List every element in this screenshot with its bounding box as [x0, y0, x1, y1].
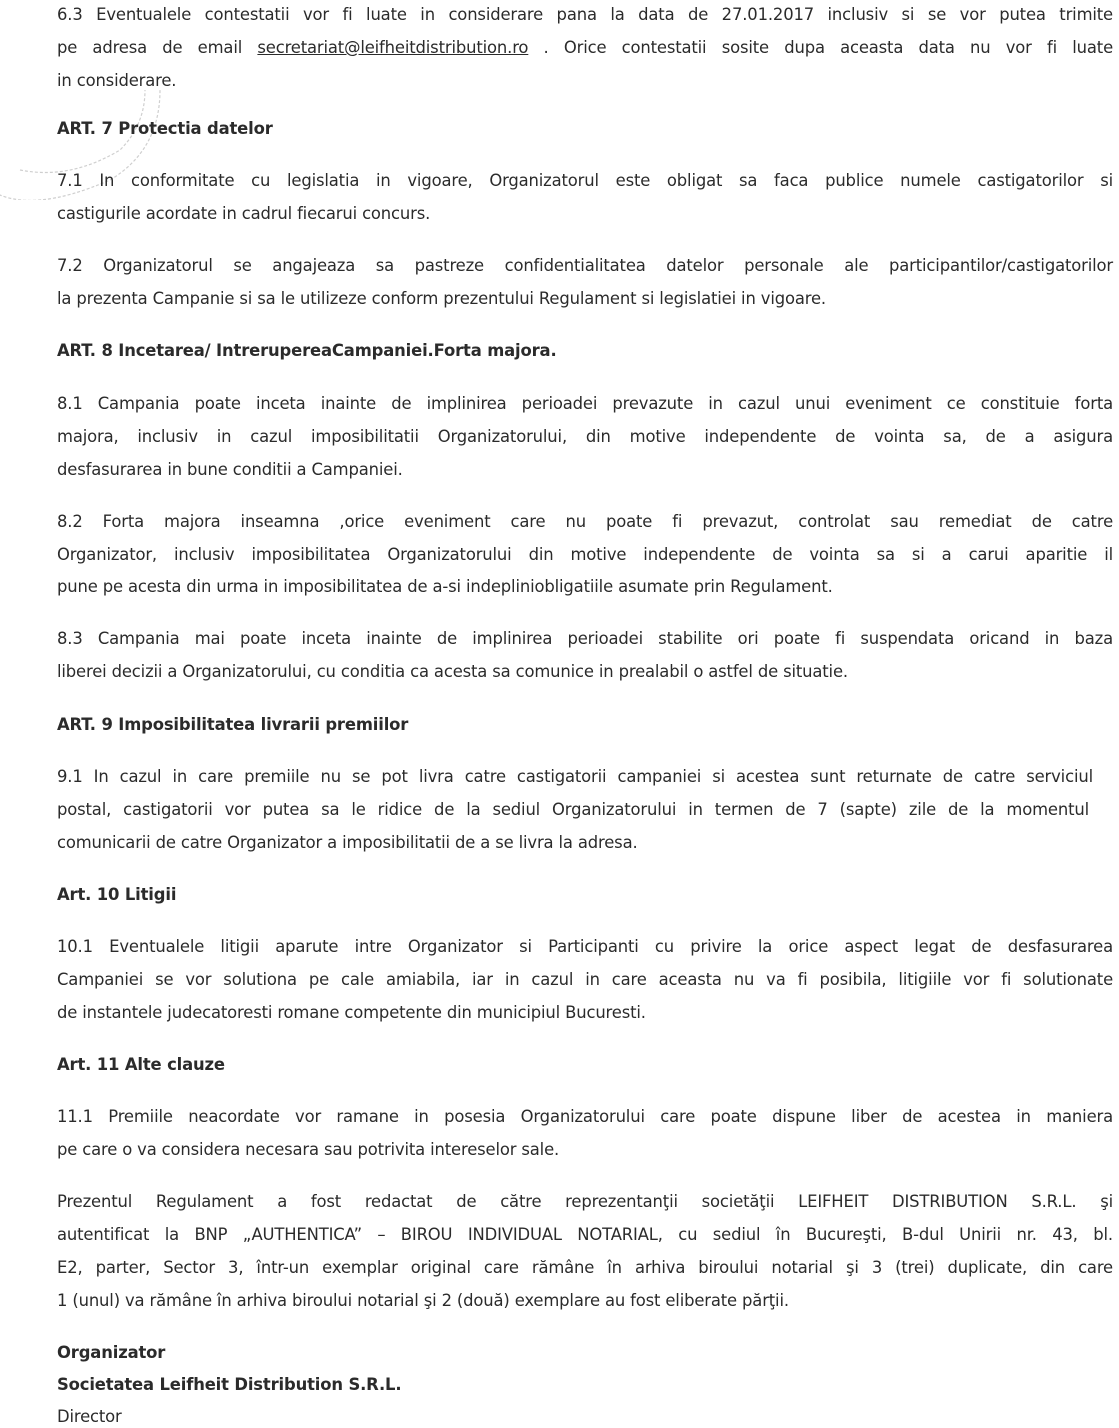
paragraph-line: 8.2 Forta majora inseamna ,orice eveniment care nu poate fi prevazut, controlat sau remediat de catre [57, 512, 1113, 531]
paragraph-line: 1 (unul) va rămâne în arhiva biroului notarial şi 2 (două) exemplare au fost eliberate părţii. [57, 1291, 789, 1310]
paragraph-line: pe care o va considera necesara sau potrivita intereselor sale. [57, 1140, 560, 1159]
paragraph-line: E2, parter, Sector 3, într-un exemplar original care rămâne în arhiva biroului notarial şi 3 (trei) duplicate, din care [57, 1258, 1113, 1277]
signature-company: Societatea Leifheit Distribution S.R.L. [57, 1375, 402, 1394]
paragraph-line: liberei decizii a Organizatorului, cu conditia ca acesta sa comunice in prealabil o astfel de situatie. [57, 662, 848, 681]
paragraph-line: 11.1 Premiile neacordate vor ramane in posesia Organizatorului care poate dispune liber de acestea in maniera [57, 1107, 1113, 1126]
paragraph-line: 8.3 Campania mai poate inceta inainte de implinirea perioadei stabilite ori poate fi suspendata oricand in baza [57, 629, 1113, 648]
heading-text: Art. 10 Litigii [57, 885, 177, 904]
paragraph-line: 6.3 Eventualele contestatii vor fi luate in considerare pana la data de 27.01.2017 inclusiv si se vor putea trimite [57, 5, 1113, 24]
paragraph-line: Campaniei se vor solutiona pe cale amiabila, iar in cazul in care aceasta nu va fi posibila, litigiile vor fi solutionate [57, 970, 1113, 989]
paragraph-line: 8.1 Campania poate inceta inainte de implinirea perioadei prevazute in cazul unui eveniment ce constituie forta [57, 394, 1113, 413]
email-link[interactable]: secretariat@leifheitdistribution.ro [257, 38, 529, 57]
section-heading: ART. 9 Imposibilitatea livrarii premiilor [57, 715, 409, 734]
section-heading: ART. 7 Protectia datelor [57, 119, 273, 138]
paragraph-line: Prezentul Regulament a fost redactat de către reprezentanţii societăţii LEIFHEIT DISTRIBUTION S.R.L. şi [57, 1192, 1113, 1211]
paragraph-line [57, 37, 1113, 59]
paragraph-line: 9.1 In cazul in care premiile nu se pot livra catre castigatorii campaniei si acestea sunt returnate de catre serviciul [57, 767, 1093, 786]
paragraph-line: autentificat la BNP „AUTHENTICA” – BIROU INDIVIDUAL NOTARIAL, cu sediul în Bucureşti, B-dul Unirii nr. 43, bl. [57, 1225, 1113, 1244]
paragraph-line: castigurile acordate in cadrul fiecarui concurs. [57, 204, 431, 223]
paragraph-line: 7.1 In conformitate cu legislatia in vigoare, Organizatorul este obligat sa faca publice numele castigatorilor si [57, 171, 1113, 190]
paragraph-line: de instantele judecatoresti romane competente din municipiul Bucuresti. [57, 1003, 646, 1022]
text-segment: . Orice contestatii sosite dupa aceasta data nu vor fi luate [528, 38, 1114, 57]
signature-title: Director [57, 1407, 122, 1426]
paragraph-line: comunicarii de catre Organizator a imposibilitatii de a se livra la adresa. [57, 833, 638, 852]
signature-role: Organizator [57, 1343, 166, 1362]
text-segment: pe adresa de email [57, 38, 258, 57]
paragraph-line: postal, castigatorii vor putea sa le ridice de la sediul Organizatorului in termen de 7 (sapte) zile de la momentul [57, 800, 1089, 819]
paragraph-line: 7.2 Organizatorul se angajeaza sa pastreze confidentialitatea datelor personale ale participantilor/castigatorilor [57, 256, 1113, 275]
paragraph-line: desfasurarea in bune conditii a Campaniei. [57, 460, 403, 479]
paragraph-line: pune pe acesta din urma in imposibilitatea de a-si indeplinio​bligatiile asumate prin Regulament. [57, 577, 833, 596]
paragraph-line: in considerare. [57, 71, 177, 90]
paragraph-line: Organizator, inclusiv imposibilitatea Organizatorului din motive independente de vointa sa si a carui aparitie il [57, 545, 1113, 564]
paragraph-line: la prezenta Campanie si sa le utilizeze conform prezentului Regulament si legislatiei in vigoare. [57, 289, 826, 308]
paragraph-line: 10.1 Eventualele litigii aparute intre Organizator si Participanti cu privire la orice aspect legat de desfasurarea [57, 937, 1113, 956]
section-heading: Art. 11 Alte clauze [57, 1055, 225, 1074]
paragraph-line: majora, inclusiv in cazul imposibilitatii Organizatorului, din motive independente de vointa sa, de a asigura [57, 427, 1113, 446]
section-heading: ART. 8 Incetarea/ Intreruperea​Campaniei.Forta majora. [57, 341, 557, 360]
section-heading [57, 884, 176, 906]
